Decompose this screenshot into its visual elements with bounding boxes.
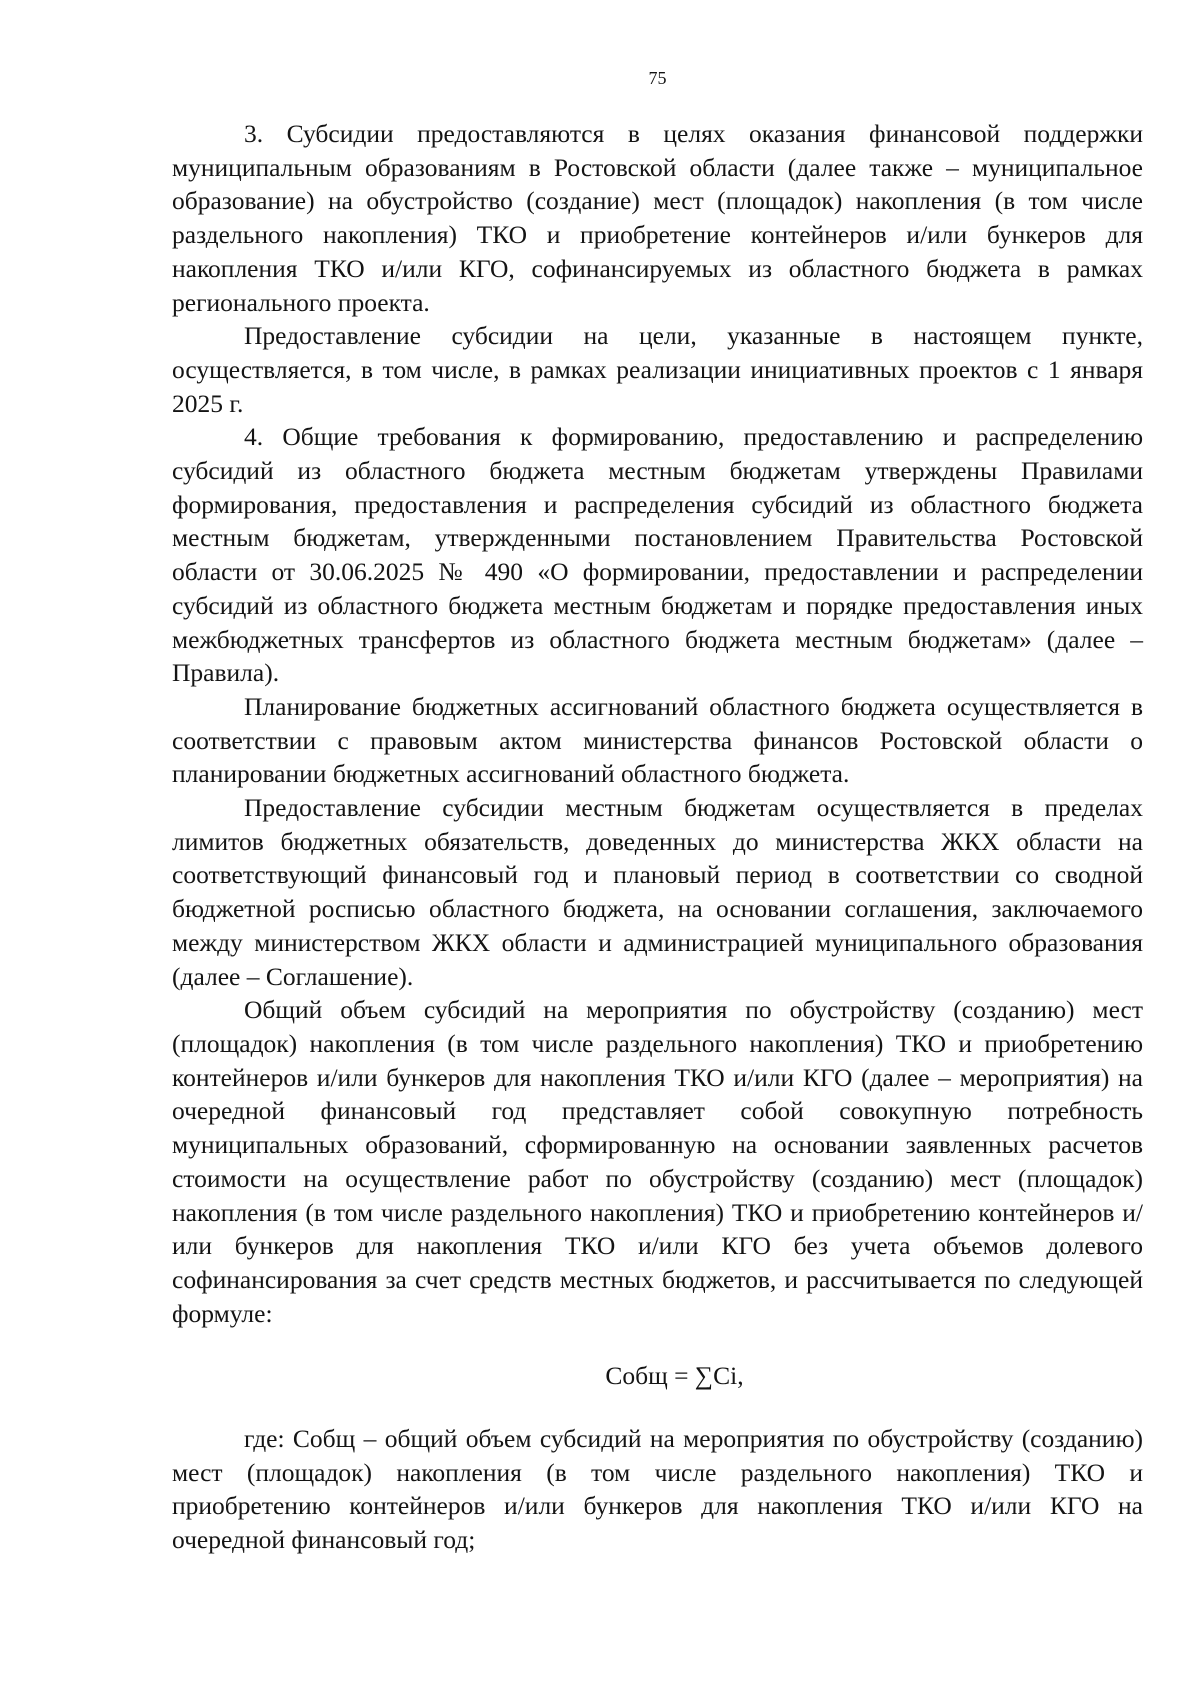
page-number: 75 (648, 68, 667, 88)
document-body (172, 117, 1143, 1557)
paragraph-budget-planning: Планирование бюджетных ассигнований областного бюджета осуществляется в соответствии с правовым актом министерства финансов Ростовской области о планировании бюджетных ассигнований областного бюджета. (172, 691, 1143, 789)
paragraph-formula-definition: где: Собщ – общий объем субсидий на мероприятия по обустройству (созданию) мест (площадок) накопления (в том числе раздельного накопления) ТКО и приобретению контейнеров и/или бункеров для накопления ТКО и/или КГО на очередной финансовый год; (172, 1424, 1143, 1555)
paragraph-general-requirements: 4. Общие требования к формированию, предоставлению и распределению субсидий из областного бюджета местным бюджетам утверждены Правилами формирования, предоставления и распределения субсидий из областного бюджета местным бюджетам, утвержденными постановлением Правительства Ростовской области от 30.06.2025 № 490 «О формировании, предоставлении и распределении субсидий из областного бюджета местным бюджетам и порядке предоставления иных межбюджетных трансфертов из областного бюджета местным бюджетам» (далее – Правила). (172, 422, 1143, 688)
paragraph-subsidy-purpose: 3. Субсидии предоставляются в целях оказания финансовой поддержки муниципальным образованиям в Ростовской области (далее также – муниципальное образование) на обустройство (создание) мест (площадок) накопления (в том числе раздельного накопления) ТКО и приобретение контейнеров и/или бункеров для накопления ТКО и/или КГО, софинансируемых из областного бюджета в рамках регионального проекта. (172, 119, 1143, 317)
paragraph-subsidy-limits: Предоставление субсидии местным бюджетам осуществляется в пределах лимитов бюджетных обязательств, доведенных до министерства ЖКХ области на соответствующий финансовый год и плановый период в соответствии со сводной бюджетной росписью областного бюджета, на основании соглашения, заключаемого между министерством ЖКХ области и администрацией муниципального образования (далее – Соглашение). (172, 793, 1143, 991)
formula: Собщ = ∑Ci, (605, 1361, 744, 1391)
paragraph-initiative-projects: Предоставление субсидии на цели, указанные в настоящем пункте, осуществляется, в том числе, в рамках реализации инициативных проектов с 1 января 2025 г. (172, 321, 1143, 418)
paragraph-total-volume: Общий объем субсидий на мероприятия по обустройству (созданию) мест (площадок) накопления (в том числе раздельного накопления) ТКО и приобретению контейнеров и/или бункеров для накопления ТКО и/или КГО (далее – мероприятия) на очередной финансовый год представляет собой совокупную потребность муниципальных образований, сформированную на основании заявленных расчетов стоимости на осуществление работ по обустройству (созданию) мест (площадок) накопления (в том числе раздельного накопления) ТКО и приобретению контейнеров и/или бункеров для накопления ТКО и/или КГО без учета объемов долевого софинансирования за счет средств местных бюджетов, и рассчитывается по следующей формуле: (172, 995, 1143, 1328)
